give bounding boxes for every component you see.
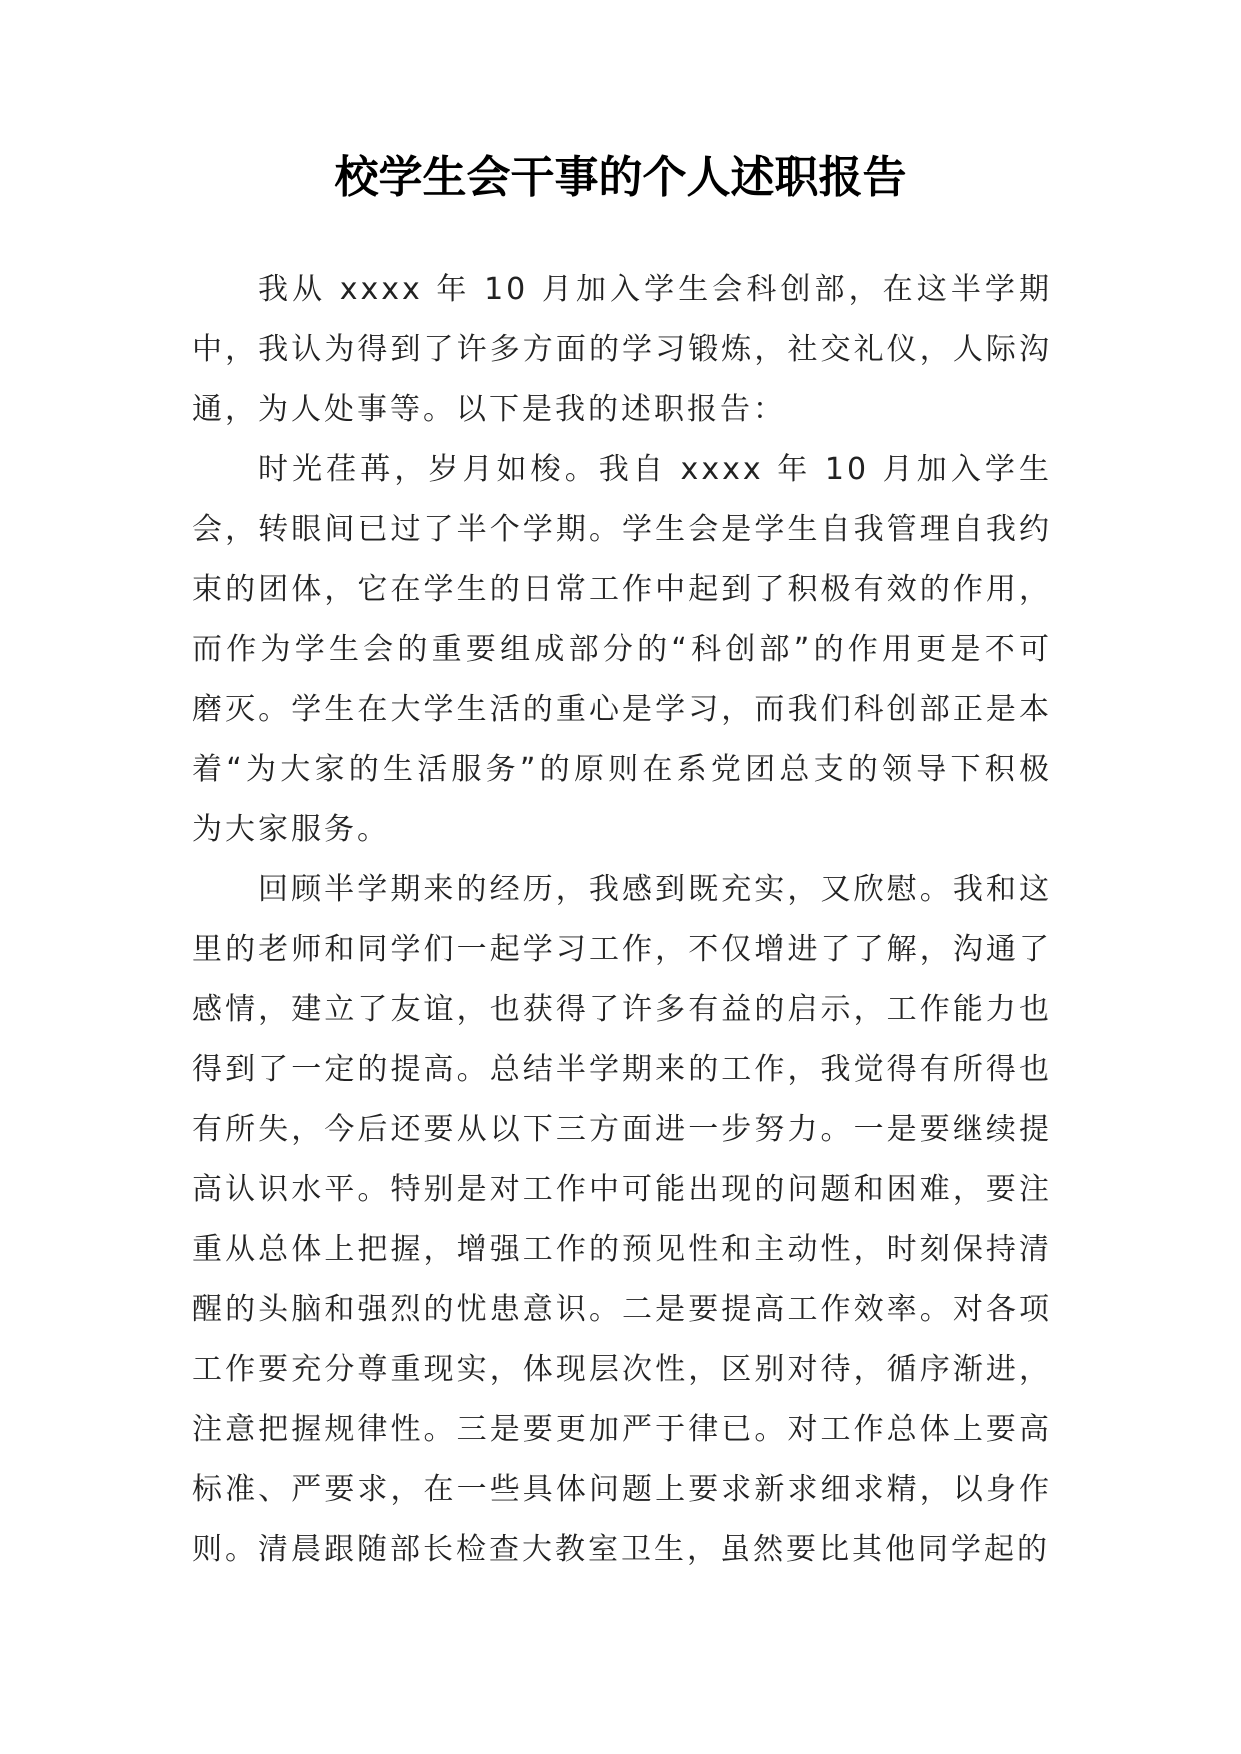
paragraph-2: 时光荏苒，岁月如梭。我自 xxxx 年 10 月加入学生会，转眼间已过了半个学期。学生会是学生自我管理自我约束的团体，它在学生的日常工作中起到了积极有效的作用，而作为学生会的重要组成部分的“科创部”的作用更是不可磨灭。学生在大学生活的重心是学习，而我们科创部正是本着“为大家的生活服务”的原则在系党团总支的领导下积极为大家服务。 [192,452,1052,847]
paragraph-1: 我从 xxxx 年 10 月加入学生会科创部，在这半学期中，我认为得到了许多方面的学习锻炼，社交礼仪，人际沟通，为人处事等。以下是我的述职报告： [192,272,1052,427]
paragraph-3: 回顾半学期来的经历，我感到既充实，又欣慰。我和这里的老师和同学们一起学习工作，不仅增进了了解，沟通了感情，建立了友谊，也获得了许多有益的启示，工作能力也得到了一定的提高。总结半学期来的工作，我觉得有所得也有所失，今后还要从以下三方面进一步努力。一是要继续提高认识水平。特别是对工作中可能出现的问题和困难，要注重从总体上把握，增强工作的预见性和主动性，时刻保持清醒的头脑和强烈的忧患意识。二是要提高工作效率。对各项工作要充分尊重现实，体现层次性，区别对待，循序渐进，注意把握规律性。三是要更加严于律已。对工作总体上要高标准、严要求，在一些具体问题上要求新求细求精，以身作则。清晨跟随部长检查大教室卫生，虽然要比其他同学起的 [192,872,1052,1567]
document-title: 校学生会干事的个人述职报告 [334,152,907,203]
document-body [192,260,1052,1580]
